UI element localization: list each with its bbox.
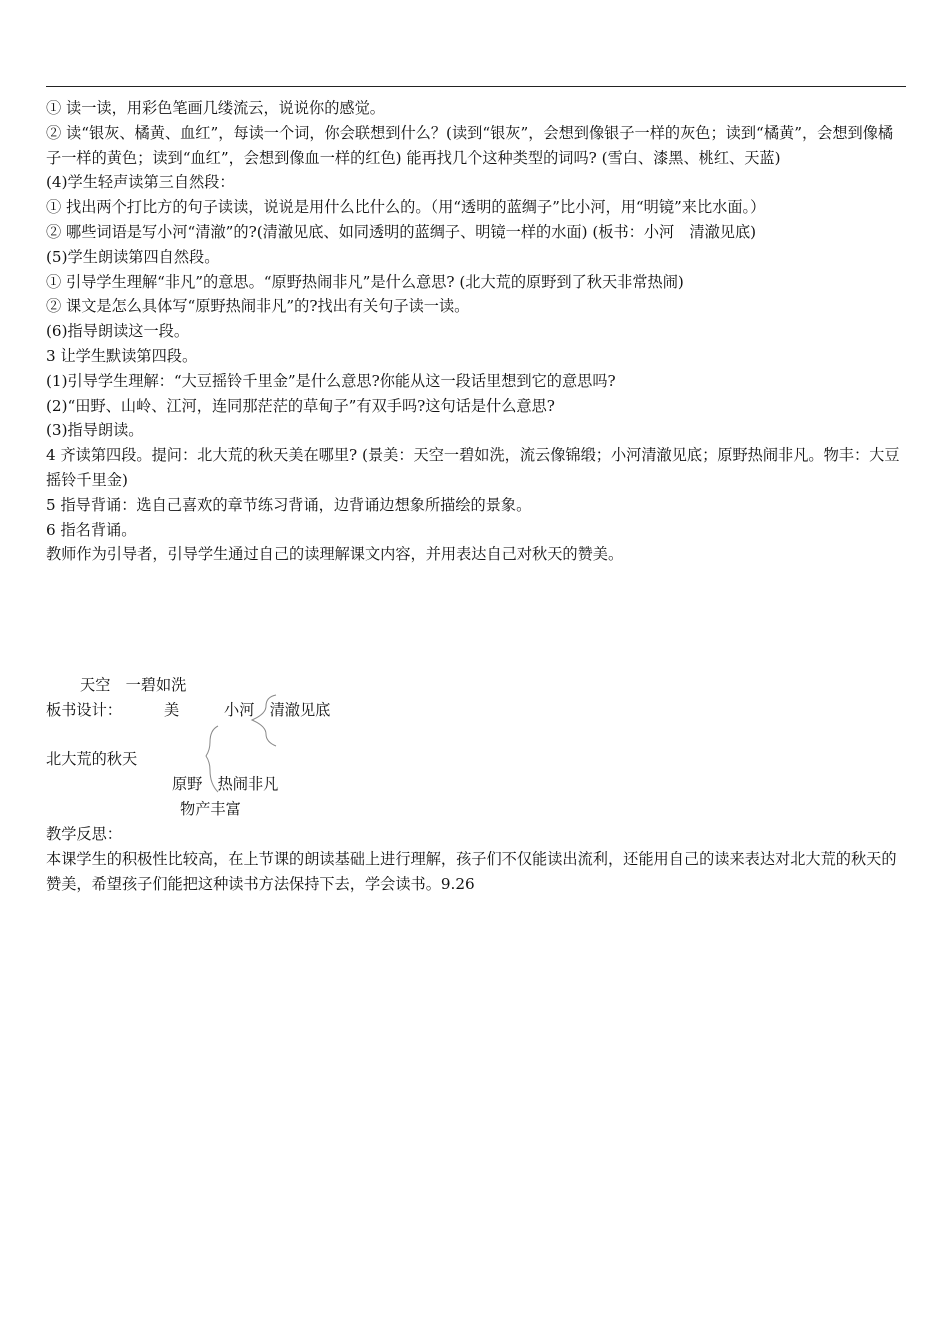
text-line: ① 引导学生理解“非凡”的意思。“原野热闹非凡”是什么意思? (北大荒的原野到了秋天非常热闹) xyxy=(46,272,684,291)
text-paragraph: ② 读“银灰、橘黄、血红”，每读一个词，你会联想到什么？(读到“银灰”，会想到像银子一样的灰色；读到“橘黄”，会想到像橘子一样的黄色；读到“血红”，会想到像血一样的红色) 能再找几个这种类型的词吗? (雪白、漆黑、桃红、天蓝) xyxy=(46,123,894,167)
text-line: (5)学生朗读第四自然段。 xyxy=(46,247,220,266)
text-line: 5 指导背诵：选自己喜欢的章节练习背诵，边背诵边想象所描绘的景象。 xyxy=(46,495,532,514)
board-beauty: 美 xyxy=(164,701,180,719)
text-line: 3 让学生默读第四段。 xyxy=(46,346,198,365)
board-river: 小河 清澈见底 xyxy=(224,701,331,719)
text-line: ① 找出两个打比方的句子读读，说说是用什么比什么的。（用“透明的蓝绸子”比小河，用“明镜”来比水面。） xyxy=(46,198,766,217)
text-paragraph: 4 齐读第四段。提问：北大荒的秋天美在哪里? (景美：天空一碧如洗，流云像锦缎；小河清澈见底；原野热闹非凡。物丰：大豆摇铃千里金) xyxy=(46,446,900,489)
text-line: (6)指导朗读这一段。 xyxy=(46,322,190,341)
text-line: ② 课文是怎么具体写“原野热闹非凡”的?找出有关句子读一读。 xyxy=(46,297,470,316)
text-line: (3)指导朗读。 xyxy=(46,421,144,440)
text-line: ① 读一读，用彩色笔画几缕流云，说说你的感觉。 xyxy=(46,99,385,117)
header-rule xyxy=(46,86,906,87)
teaching-reflection xyxy=(46,822,908,896)
text-line: (1)引导学生理解：“大豆摇铃千里金”是什么意思?你能从这一段话里想到它的意思吗? xyxy=(46,371,616,390)
blackboard-design xyxy=(46,670,466,830)
board-sky: 天空 一碧如洗 xyxy=(80,676,187,694)
board-field: 原野 热闹非凡 xyxy=(172,775,279,793)
text-line: (4)学生轻声读第三自然段： xyxy=(46,173,235,192)
board-topic: 北大荒的秋天 xyxy=(46,750,138,768)
reflection-text: 本课学生的积极性比较高，在上节课的朗读基础上进行理解，孩子们不仅能读出流利，还能用自己的读来表达对北大荒的秋天的赞美，希望孩子们能把这种读书方法保持下去，学会读书。9.26 xyxy=(46,849,897,893)
text-line: (2)“田野、山岭、江河，连同那茫茫的草甸子”有双手吗?这句话是什么意思? xyxy=(46,396,555,415)
board-product: 物产丰富 xyxy=(180,800,241,818)
reflection-title: 教学反思： xyxy=(46,825,122,843)
board-label: 板书设计： xyxy=(46,701,122,719)
text-line: 教师作为引导者，引导学生通过自己的读理解课文内容，并用表达自己对秋天的赞美。 xyxy=(46,545,624,564)
text-line: ② 哪些词语是写小河“清澈”的?(清澈见底、如同透明的蓝绸子、明镜一样的水面) (板书：小河 清澈见底) xyxy=(46,222,757,241)
lesson-body xyxy=(46,96,908,567)
text-line: 6 指名背诵。 xyxy=(46,520,137,539)
